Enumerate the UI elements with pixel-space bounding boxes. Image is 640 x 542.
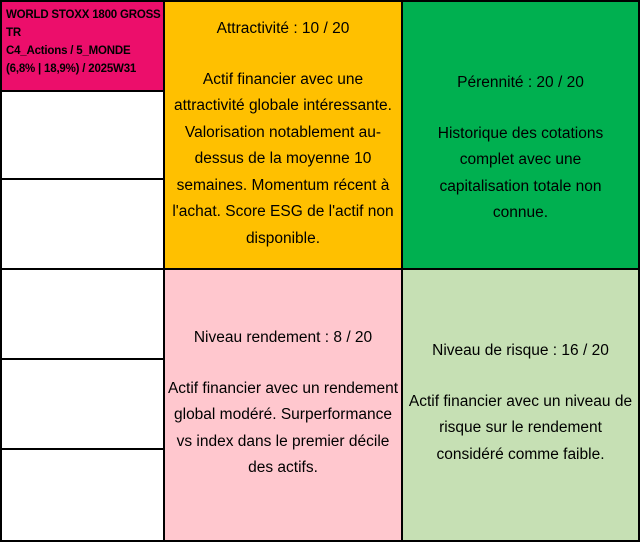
risque-card[interactable] xyxy=(401,268,640,542)
asset-stats: (6,8% | 18,9%) / 2025W31 xyxy=(6,63,137,75)
rendement-title: Niveau rendement : 8 / 20 xyxy=(193,329,373,346)
empty-cell-3[interactable] xyxy=(0,268,165,360)
asset-title-cell[interactable] xyxy=(0,0,165,92)
perennite-title: Pérennité : 20 / 20 xyxy=(457,74,584,91)
empty-cell-2[interactable] xyxy=(0,178,165,270)
empty-cell-4[interactable] xyxy=(0,358,165,450)
asset-category: C4_Actions / 5_MONDE xyxy=(6,45,131,57)
perennite-description: Historique des cotations complet avec une capitalisation totale non connue. xyxy=(437,124,604,221)
risque-title: Niveau de risque : 16 / 20 xyxy=(432,342,609,359)
rendement-card[interactable] xyxy=(163,268,403,542)
asset-name-line1: WORLD STOXX 1800 GROSS xyxy=(6,9,161,21)
empty-cell-1[interactable] xyxy=(0,90,165,180)
empty-cell-5[interactable] xyxy=(0,448,165,542)
risque-description: Actif financier avec un niveau de risque sur le rendement considéré comme faible. xyxy=(408,392,633,463)
attractivite-card[interactable] xyxy=(163,0,403,270)
rendement-description: Actif financier avec un rendement global modéré. Surperformance vs index dans le premier décile des actifs. xyxy=(167,379,399,476)
asset-name-line2: TR xyxy=(6,27,21,39)
perennite-card[interactable] xyxy=(401,0,640,270)
attractivite-title: Attractivité : 10 / 20 xyxy=(216,20,350,37)
attractivite-description: Actif financier avec une attractivité globale intéressante. Valorisation notablement au-dessus de la moyenne 10 semaines. Momentum récent à l'achat. Score ESG de l'actif non disponible. xyxy=(172,70,394,247)
